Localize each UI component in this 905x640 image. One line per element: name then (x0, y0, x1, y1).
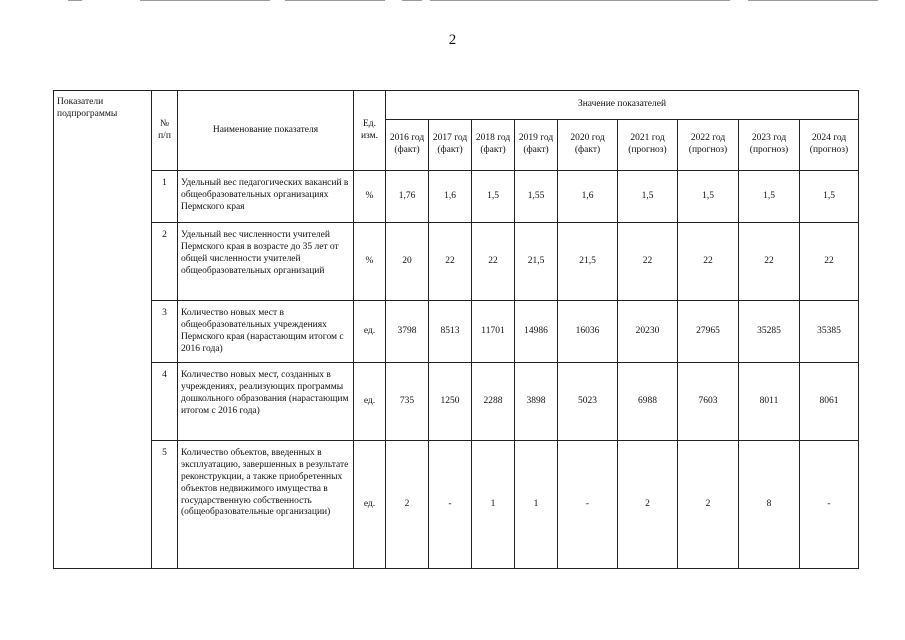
header-year-2023: 2023 год (прогноз) (739, 120, 800, 171)
value-cell: 16036 (558, 301, 618, 363)
header-year-2022: 2022 год (прогноз) (678, 120, 739, 171)
value-cell: - (558, 441, 618, 569)
header-unit: Ед. изм. (354, 91, 386, 171)
value-cell: 3798 (386, 301, 429, 363)
value-cell: 1,5 (678, 171, 739, 223)
header-year-2024: 2024 год (прогноз) (800, 120, 859, 171)
header-year-2018: 2018 год (факт) (472, 120, 515, 171)
indicator-name: Количество новых мест, созданных в учреждениях, реализующих программы дошкольного образования (нарастающим итогом с 2016 года) (178, 363, 354, 441)
header-indicator-name: Наименование показателя (178, 91, 354, 171)
value-cell: 21,5 (558, 223, 618, 301)
row-number: 1 (152, 171, 178, 223)
value-cell: 20230 (618, 301, 678, 363)
indicators-table (53, 90, 859, 569)
value-cell: 5023 (558, 363, 618, 441)
header-year-2020: 2020 год (факт) (558, 120, 618, 171)
value-cell: 14986 (515, 301, 558, 363)
indicator-name: Удельный вес педагогических вакансий в общеобразовательных организациях Пермского края (178, 171, 354, 223)
value-cell: 1250 (429, 363, 472, 441)
value-cell: 1,6 (429, 171, 472, 223)
value-cell: 6988 (618, 363, 678, 441)
header-year-2021: 2021 год (прогноз) (618, 120, 678, 171)
unit-cell: % (354, 171, 386, 223)
value-cell: 22 (678, 223, 739, 301)
value-cell: 1,5 (618, 171, 678, 223)
value-cell: 7603 (678, 363, 739, 441)
value-cell: 8011 (739, 363, 800, 441)
header-subprogram-indicators: Показатели подпрограммы (54, 91, 152, 171)
unit-cell: ед. (354, 363, 386, 441)
value-cell: 1,76 (386, 171, 429, 223)
value-cell: 3898 (515, 363, 558, 441)
table-row (54, 301, 859, 363)
header-number: № п/п (152, 91, 178, 171)
value-cell: 21,5 (515, 223, 558, 301)
value-cell: 1 (515, 441, 558, 569)
header-values-group: Значение показателей (386, 91, 859, 120)
row-number: 5 (152, 441, 178, 569)
value-cell: 22 (800, 223, 859, 301)
value-cell: 2 (678, 441, 739, 569)
value-cell: 11701 (472, 301, 515, 363)
row-number: 2 (152, 223, 178, 301)
value-cell: 1,55 (515, 171, 558, 223)
value-cell: 2288 (472, 363, 515, 441)
value-cell: 22 (429, 223, 472, 301)
page-number: 2 (448, 32, 457, 48)
value-cell: 22 (618, 223, 678, 301)
top-edge-rule (0, 0, 905, 2)
value-cell: 35285 (739, 301, 800, 363)
value-cell: 20 (386, 223, 429, 301)
value-cell: 8513 (429, 301, 472, 363)
value-cell: 1 (472, 441, 515, 569)
value-cell: 1,5 (472, 171, 515, 223)
value-cell: - (429, 441, 472, 569)
row-number: 3 (152, 301, 178, 363)
value-cell: - (800, 441, 859, 569)
value-cell: 1,5 (800, 171, 859, 223)
value-cell: 1,5 (739, 171, 800, 223)
table-row (54, 223, 859, 301)
header-year-2016: 2016 год (факт) (386, 120, 429, 171)
table-row (54, 441, 859, 569)
unit-cell: ед. (354, 301, 386, 363)
value-cell: 27965 (678, 301, 739, 363)
value-cell: 8 (739, 441, 800, 569)
subprogram-cell (54, 171, 152, 569)
header-year-2017: 2017 год (факт) (429, 120, 472, 171)
value-cell: 2 (386, 441, 429, 569)
table-row (54, 171, 859, 223)
value-cell: 2 (618, 441, 678, 569)
value-cell: 22 (472, 223, 515, 301)
value-cell: 35385 (800, 301, 859, 363)
value-cell: 735 (386, 363, 429, 441)
unit-cell: ед. (354, 441, 386, 569)
indicator-name: Количество новых мест в общеобразовательных учреждениях Пермского края (нарастающим итогом с 2016 года) (178, 301, 354, 363)
value-cell: 1,6 (558, 171, 618, 223)
row-number: 4 (152, 363, 178, 441)
table-row (54, 363, 859, 441)
unit-cell: % (354, 223, 386, 301)
indicator-name: Количество объектов, введенных в эксплуатацию, завершенных в результате реконструкции, а также приобретенных объектов недвижимого имущества в государственную собственность (общеобразовательные организации) (178, 441, 354, 569)
value-cell: 8061 (800, 363, 859, 441)
indicator-name: Удельный вес численности учителей Пермского края в возрасте до 35 лет от общей численности учителей общеобразовательных организаций (178, 223, 354, 301)
value-cell: 22 (739, 223, 800, 301)
header-year-2019: 2019 год (факт) (515, 120, 558, 171)
